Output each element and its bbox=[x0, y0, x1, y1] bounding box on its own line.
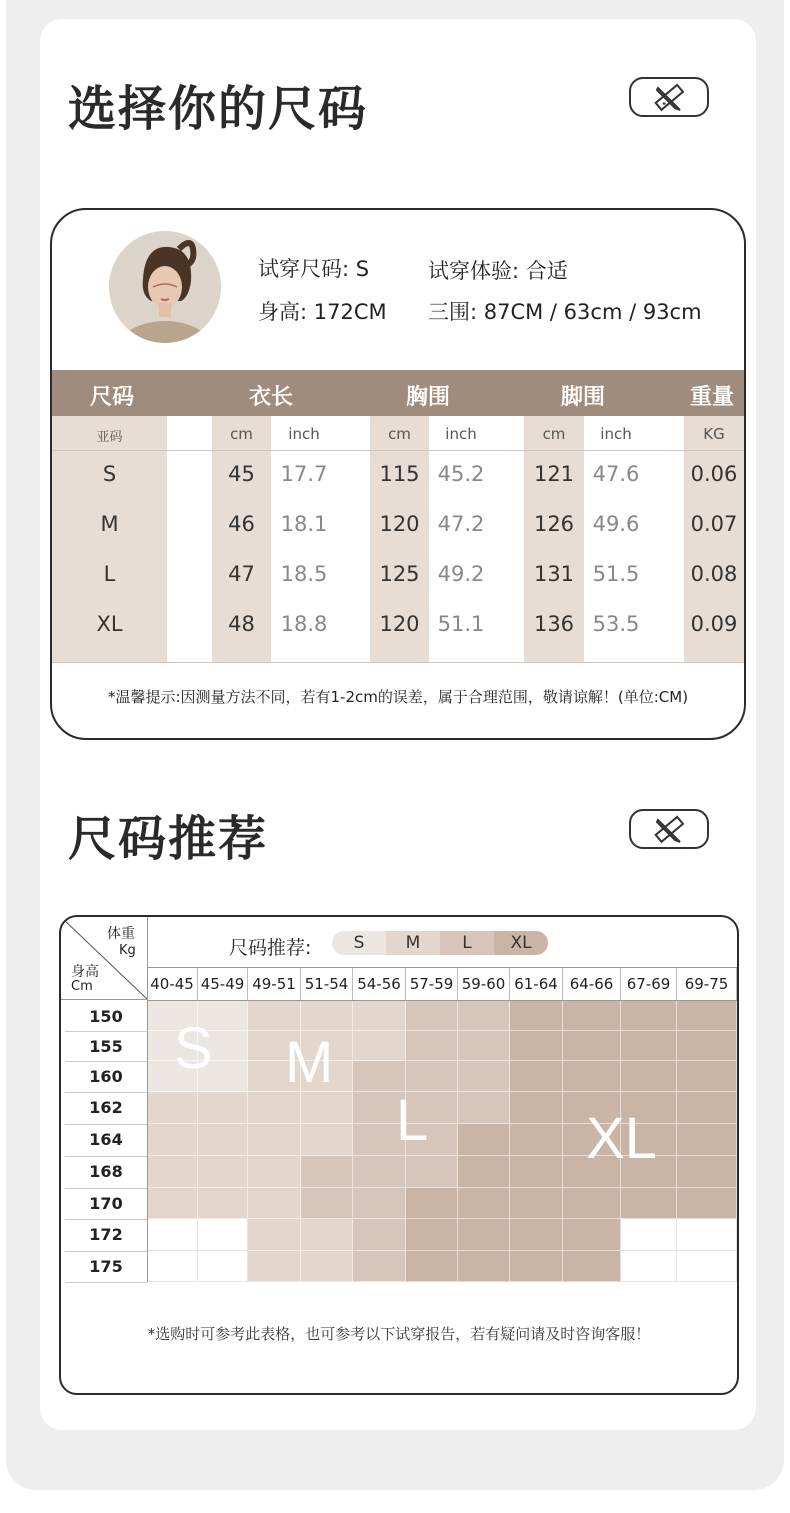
cell-chest-inch: 51.1 bbox=[437, 612, 485, 636]
grid-cell-m bbox=[198, 1188, 248, 1219]
table-row bbox=[52, 600, 744, 650]
grid-cell-m bbox=[147, 1188, 198, 1219]
grid-cell-xl bbox=[458, 1188, 510, 1219]
grid-cell-m bbox=[353, 1001, 406, 1031]
grid-cell-l bbox=[458, 1061, 510, 1092]
cell-foot-inch: 51.5 bbox=[592, 562, 640, 586]
trial-height: 身高: 172CM bbox=[258, 300, 387, 324]
grid-cell-xl bbox=[677, 1031, 737, 1061]
height-label: 150 bbox=[89, 1007, 123, 1026]
grid-cell-xl bbox=[510, 1031, 563, 1061]
grid-cell-l bbox=[353, 1219, 406, 1251]
grid-cell-l bbox=[301, 1156, 353, 1188]
grid-cell-l bbox=[353, 1251, 406, 1282]
grid-cell-m bbox=[301, 1124, 353, 1156]
header-length: 衣长 bbox=[249, 385, 294, 410]
trial-size: 试穿尺码: S bbox=[258, 257, 370, 281]
grid-cell-xl bbox=[510, 1156, 563, 1188]
grid-cell-xl bbox=[677, 1188, 737, 1219]
grid-cell-xl bbox=[458, 1219, 510, 1251]
unit-foot-cm: cm bbox=[542, 425, 566, 443]
grid-cell-xl bbox=[563, 1001, 621, 1031]
grid-cell-xl bbox=[510, 1219, 563, 1251]
legend-m: M bbox=[386, 931, 440, 955]
height-row-divider bbox=[65, 1031, 147, 1032]
unit-length-cm: cm bbox=[230, 425, 253, 443]
height-label: 162 bbox=[89, 1098, 123, 1117]
model-avatar bbox=[109, 231, 221, 343]
trial-report-box bbox=[50, 208, 746, 740]
corner-cm-label: Cm bbox=[71, 979, 93, 994]
grid-cell-xl bbox=[677, 1092, 737, 1124]
grid-cell-xl bbox=[458, 1156, 510, 1188]
grid-cell-m bbox=[248, 1219, 301, 1251]
recommend-note: *选购时可参考此表格，也可参考以下试穿报告，若有疑问请及时咨询客服！ bbox=[147, 1325, 651, 1343]
height-row-divider bbox=[65, 1219, 147, 1220]
header-weight: 重量 bbox=[690, 385, 735, 410]
grid-cell-m bbox=[301, 1251, 353, 1282]
section-title-size-recommend: 尺码推荐 bbox=[68, 811, 269, 867]
height-label: 168 bbox=[89, 1162, 123, 1181]
header-chest: 胸围 bbox=[406, 385, 451, 410]
weight-range-header: 51-54 bbox=[301, 968, 353, 1000]
weight-range-header: 67-69 bbox=[621, 968, 677, 1000]
cell-chest-cm: 115 bbox=[379, 462, 420, 486]
table-row bbox=[52, 500, 744, 550]
grid-cell-m bbox=[198, 1124, 248, 1156]
unit-foot-inch: inch bbox=[600, 425, 632, 443]
grid-cell-l bbox=[458, 1092, 510, 1124]
zone-label-s: S bbox=[174, 1016, 213, 1081]
size-table-header bbox=[52, 370, 744, 416]
grid-cell-xl bbox=[510, 1061, 563, 1092]
grid-cell-xl bbox=[510, 1188, 563, 1219]
zone-label-m: M bbox=[285, 1030, 334, 1095]
height-row-divider bbox=[65, 1282, 147, 1283]
grid-cell-m bbox=[198, 1156, 248, 1188]
grid-cell-m bbox=[248, 1001, 301, 1031]
unit-chest-cm: cm bbox=[388, 425, 411, 443]
section-title-choose-size: 选择你的尺码 bbox=[68, 81, 369, 137]
ruler-pencil-icon bbox=[629, 77, 709, 117]
legend-xl: XL bbox=[494, 931, 548, 955]
cell-weight: 0.06 bbox=[690, 462, 738, 486]
grid-cell-l bbox=[353, 1156, 406, 1188]
cell-foot-cm: 131 bbox=[533, 562, 575, 586]
grid-cell-xl bbox=[510, 1092, 563, 1124]
size-legend bbox=[332, 931, 548, 955]
grid-cell-xl bbox=[510, 1124, 563, 1156]
grid-cell-m bbox=[301, 1092, 353, 1124]
cell-chest-inch: 45.2 bbox=[437, 462, 485, 486]
zone-label-xl: XL bbox=[586, 1106, 657, 1171]
corner-kg-label: Kg bbox=[119, 943, 136, 958]
table-divider bbox=[52, 662, 744, 663]
cell-length-cm: 46 bbox=[228, 512, 255, 536]
corner-header bbox=[61, 917, 148, 1000]
height-row-divider bbox=[65, 1156, 147, 1157]
cell-length-inch: 18.8 bbox=[280, 612, 328, 636]
height-label: 164 bbox=[89, 1130, 123, 1149]
grid-cell-xl bbox=[563, 1219, 621, 1251]
grid-cell-xl bbox=[458, 1251, 510, 1282]
grid-cell-xl bbox=[677, 1156, 737, 1188]
grid-cell-l bbox=[406, 1156, 458, 1188]
height-label: 175 bbox=[89, 1257, 123, 1276]
grid-cell-xl bbox=[677, 1124, 737, 1156]
grid-cell-xl bbox=[563, 1188, 621, 1219]
cell-length-cm: 48 bbox=[228, 612, 255, 636]
legend-s: S bbox=[332, 931, 386, 955]
table-row bbox=[52, 550, 744, 600]
grid-cell-xl bbox=[563, 1251, 621, 1282]
trial-experience: 试穿体验: 合适 bbox=[428, 259, 568, 283]
grid-cell-l bbox=[406, 1031, 458, 1061]
measurement-note: *温馨提示:因测量方法不同，若有1-2cm的误差，属于合理范围，敬请谅解！(单位:CM) bbox=[107, 688, 689, 706]
grid-cell-xl bbox=[563, 1031, 621, 1061]
cell-length-inch: 18.5 bbox=[280, 562, 328, 586]
grid-cell-empty bbox=[621, 1251, 677, 1282]
cell-size: L bbox=[103, 562, 116, 586]
grid-cell-empty bbox=[198, 1219, 248, 1251]
grid-cell-m bbox=[301, 1001, 353, 1031]
grid-cell-xl bbox=[406, 1219, 458, 1251]
size-recommend-box bbox=[59, 915, 739, 1395]
cell-length-cm: 47 bbox=[228, 562, 255, 586]
table-row bbox=[52, 450, 744, 500]
grid-cell-m bbox=[248, 1156, 301, 1188]
header-size: 尺码 bbox=[90, 385, 135, 410]
weight-range-row bbox=[147, 967, 737, 1001]
grid-cell-m bbox=[301, 1219, 353, 1251]
cell-weight: 0.09 bbox=[690, 612, 738, 636]
grid-cell-m bbox=[147, 1092, 198, 1124]
grid-cell-xl bbox=[563, 1061, 621, 1092]
cell-foot-cm: 121 bbox=[533, 462, 575, 486]
trial-measurements: 三围: 87CM / 63cm / 93cm bbox=[428, 300, 702, 324]
grid-cell-l bbox=[406, 1001, 458, 1031]
grid-cell-l bbox=[353, 1188, 406, 1219]
cell-foot-cm: 136 bbox=[533, 612, 575, 636]
grid-cell-xl bbox=[677, 1001, 737, 1031]
unit-size: 亚码 bbox=[96, 430, 123, 445]
cell-chest-cm: 120 bbox=[379, 512, 420, 536]
grid-cell-m bbox=[248, 1092, 301, 1124]
grid-cell-m bbox=[248, 1124, 301, 1156]
grid-cell-xl bbox=[621, 1188, 677, 1219]
grid-cell-l bbox=[301, 1188, 353, 1219]
corner-weight-label: 体重 bbox=[107, 926, 135, 942]
grid-cell-m bbox=[248, 1188, 301, 1219]
cell-length-inch: 17.7 bbox=[280, 462, 328, 486]
height-label: 170 bbox=[89, 1194, 123, 1213]
grid-cell-xl bbox=[406, 1188, 458, 1219]
grid-cell-xl bbox=[621, 1061, 677, 1092]
unit-weight: KG bbox=[703, 425, 725, 443]
grid-cell-empty bbox=[677, 1219, 737, 1251]
weight-range-header: 54-56 bbox=[353, 968, 406, 1000]
cell-size: S bbox=[102, 462, 117, 486]
weight-range-header: 45-49 bbox=[198, 968, 248, 1000]
grid-cell-m bbox=[248, 1251, 301, 1282]
grid-cell-empty bbox=[621, 1219, 677, 1251]
grid-cell-m bbox=[147, 1156, 198, 1188]
grid-cell-xl bbox=[510, 1251, 563, 1282]
grid-cell-empty bbox=[677, 1251, 737, 1282]
weight-range-header: 40-45 bbox=[147, 968, 198, 1000]
height-label: 155 bbox=[89, 1037, 123, 1056]
ruler-pencil-icon bbox=[629, 809, 709, 849]
grid-cell-empty bbox=[147, 1251, 198, 1282]
grid-cell-xl bbox=[406, 1251, 458, 1282]
grid-cell-xl bbox=[621, 1001, 677, 1031]
cell-foot-inch: 53.5 bbox=[592, 612, 640, 636]
cell-size: M bbox=[100, 512, 119, 536]
grid-cell-m bbox=[198, 1092, 248, 1124]
cell-chest-cm: 125 bbox=[379, 562, 420, 586]
cell-foot-inch: 49.6 bbox=[592, 512, 640, 536]
header-foot: 脚围 bbox=[561, 385, 606, 410]
cell-foot-cm: 126 bbox=[533, 512, 575, 536]
grid-cell-m bbox=[147, 1124, 198, 1156]
cell-weight: 0.07 bbox=[690, 512, 738, 536]
grid-cell-m bbox=[353, 1031, 406, 1061]
weight-range-header: 57-59 bbox=[406, 968, 458, 1000]
height-row-divider bbox=[65, 1124, 147, 1125]
cell-weight: 0.08 bbox=[690, 562, 738, 586]
height-column-divider bbox=[147, 1001, 148, 1282]
grid-cell-l bbox=[458, 1001, 510, 1031]
unit-row bbox=[52, 416, 744, 451]
cell-chest-cm: 120 bbox=[379, 612, 420, 636]
recommend-label: 尺码推荐: bbox=[229, 937, 312, 959]
weight-range-header: 59-60 bbox=[458, 968, 510, 1000]
grid-cell-xl bbox=[621, 1031, 677, 1061]
cell-size: XL bbox=[96, 612, 123, 636]
weight-range-header: 64-66 bbox=[563, 968, 621, 1000]
grid-cell-xl bbox=[458, 1124, 510, 1156]
unit-length-inch: inch bbox=[288, 425, 320, 443]
unit-chest-inch: inch bbox=[445, 425, 477, 443]
weight-range-header: 69-75 bbox=[677, 968, 737, 1000]
cell-chest-inch: 49.2 bbox=[437, 562, 485, 586]
cell-length-inch: 18.1 bbox=[280, 512, 328, 536]
height-label: 172 bbox=[89, 1225, 123, 1244]
weight-range-header: 61-64 bbox=[510, 968, 563, 1000]
grid-cell-l bbox=[458, 1031, 510, 1061]
corner-height-label: 身高 bbox=[71, 964, 99, 980]
height-row-divider bbox=[65, 1188, 147, 1189]
height-row-divider bbox=[65, 1251, 147, 1252]
grid-cell-empty bbox=[147, 1219, 198, 1251]
cell-foot-inch: 47.6 bbox=[592, 462, 640, 486]
legend-l: L bbox=[440, 931, 494, 955]
height-label: 160 bbox=[89, 1067, 123, 1086]
height-row-divider bbox=[65, 1092, 147, 1093]
weight-range-header: 49-51 bbox=[248, 968, 301, 1000]
grid-cell-xl bbox=[510, 1001, 563, 1031]
zone-label-l: L bbox=[396, 1088, 429, 1153]
height-row-divider bbox=[65, 1061, 147, 1062]
grid-cell-xl bbox=[677, 1061, 737, 1092]
grid-cell-empty bbox=[198, 1251, 248, 1282]
cell-chest-inch: 47.2 bbox=[437, 512, 485, 536]
cell-length-cm: 45 bbox=[228, 462, 255, 486]
